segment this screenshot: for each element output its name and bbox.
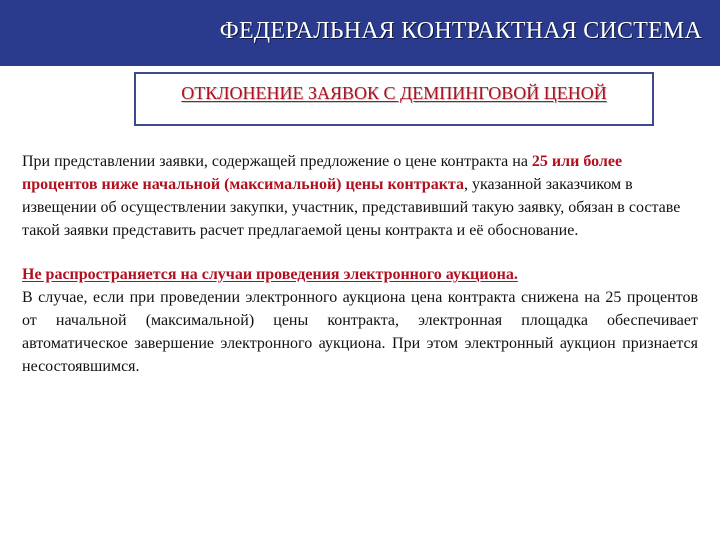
page-title: ФЕДЕРАЛЬНАЯ КОНТРАКТНАЯ СИСТЕМА — [219, 18, 702, 44]
slide-subtitle: ОТКЛОНЕНИЕ ЗАЯВОК С ДЕМПИНГОВОЙ ЦЕНОЙ — [181, 83, 607, 103]
highlighted-threshold: 25 или более процентов ниже начальной (максимальной) цены контракта — [22, 153, 623, 193]
content-area — [22, 150, 698, 378]
paragraph-text-start: При представлении заявки, содержащей предложение о цене контракта на — [22, 153, 532, 170]
paragraph-text-end: , указанной заказчиком в извещении об осуществлении закупки, участник, представивший такую заявку, обязан в составе такой заявки представить расчет предлагаемой цены контракта и её обоснование. — [22, 176, 681, 239]
auction-exception-note: Не распространяется на случаи проведения электронного аукциона. — [22, 266, 518, 283]
subtitle-box — [134, 72, 654, 126]
paragraph-auction: В случае, если при проведении электронного аукциона цена контракта снижена на 25 процентов от начальной (максимальной) цены контракта, электронная площадка обеспечивает автоматическое завершение электронного аукциона. При этом электронный аукцион признается несостоявшимся. — [22, 289, 698, 375]
paragraph-dumping-rule — [22, 150, 698, 242]
